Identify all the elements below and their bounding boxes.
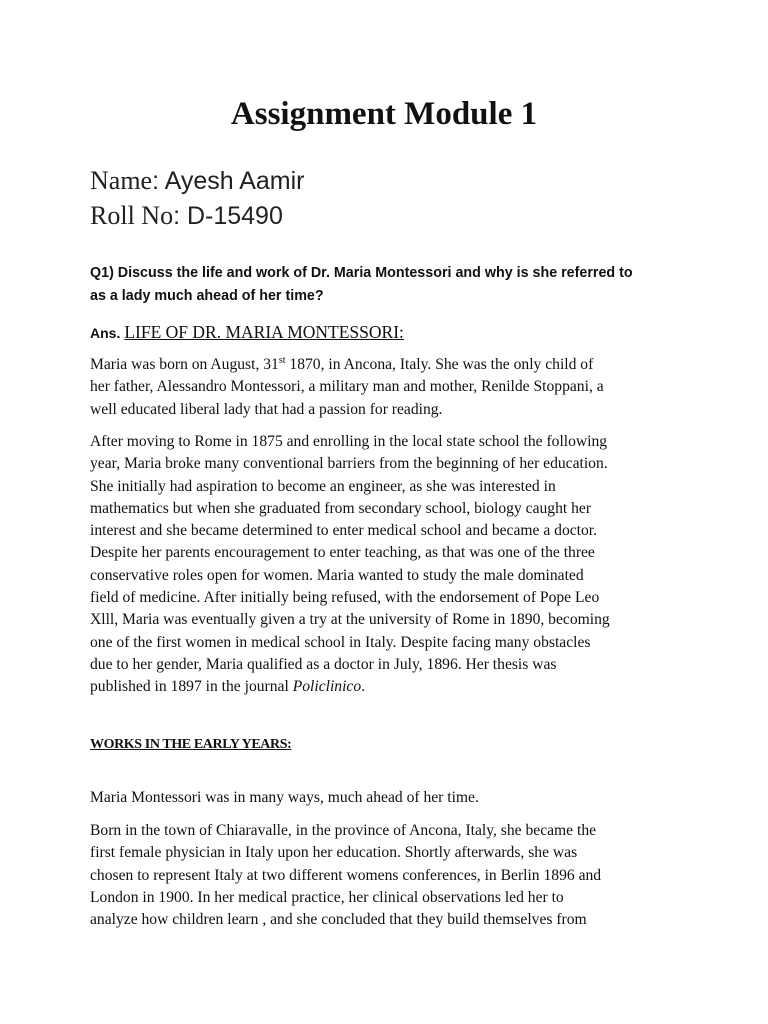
paragraph-intro-works	[90, 787, 690, 809]
paragraph-line: Born in the town of Chiaravalle, in the province of Ancona, Italy, she became the	[90, 822, 597, 839]
question-line: as a lady much ahead of her time?	[90, 288, 324, 304]
section-heading-works: WORKS IN THE EARLY YEARS:	[90, 737, 292, 752]
paragraph-line: first female physician in Italy upon her education. Shortly afterwards, she was	[90, 844, 578, 862]
section-heading-life: LIFE OF DR. MARIA MONTESSORI:	[124, 322, 404, 342]
name-label: Name	[90, 166, 153, 195]
ordinal-suffix: st	[278, 355, 286, 366]
paragraph-line: London in 1900. In her medical practice, her clinical observations led her to	[90, 888, 564, 906]
text-run: .	[361, 678, 366, 696]
roll-value: : D-15490	[173, 202, 283, 230]
student-name	[90, 166, 305, 196]
paragraph-line: Despite her parents encouragement to enter teaching, as that was one of the three	[90, 544, 595, 562]
paragraph-early-career	[90, 820, 690, 931]
document-title: Assignment Module 1	[230, 96, 538, 132]
paragraph-line: Maria Montessori was in many ways, much ahead of her time.	[90, 789, 479, 806]
paragraph-education	[90, 431, 690, 699]
text-run: 1870, in Ancona, Italy. She was the only child of	[285, 356, 594, 373]
name-value: : Ayesh Aamir	[152, 167, 305, 195]
paragraph-line: She initially had aspiration to become an engineer, as she was interested in	[90, 477, 556, 495]
paragraph-line: After moving to Rome in 1875 and enrolling in the local state school the following	[90, 433, 608, 450]
text-run: published in 1897 in the journal	[90, 678, 293, 696]
question-line: Q1) Discuss the life and work of Dr. Maria Montessori and why is she referred to	[90, 265, 633, 281]
paragraph-line: conservative roles open for women. Maria wanted to study the male dominated	[90, 566, 584, 584]
roll-label: Roll No	[90, 201, 174, 230]
paragraph-line	[90, 676, 690, 698]
paragraph-line: Xlll, Maria was eventually given a try at the university of Rome in 1890, becoming	[90, 611, 610, 629]
text-run: Maria was born on August, 31	[90, 356, 279, 373]
question-1	[90, 262, 690, 308]
answer-heading-row	[90, 322, 404, 343]
paragraph-line	[90, 354, 690, 376]
answer-prefix: Ans.	[90, 325, 121, 341]
paragraph-line: due to her gender, Maria qualified as a doctor in July, 1896. Her thesis was	[90, 655, 557, 673]
paragraph-line: her father, Alessandro Montessori, a military man and mother, Renilde Stoppani, a	[90, 378, 604, 396]
paragraph-line: field of medicine. After initially being refused, with the endorsement of Pope Leo	[90, 589, 600, 607]
paragraph-birth	[90, 354, 690, 421]
paragraph-line: chosen to represent Italy at two different womens conferences, in Berlin 1896 and	[90, 866, 602, 884]
paragraph-line: analyze how children learn , and she concluded that they build themselves from	[90, 911, 587, 929]
paragraph-line: one of the first women in medical school in Italy. Despite facing many obstacles	[90, 633, 591, 651]
journal-title: Policlinico	[292, 678, 362, 696]
roll-number	[90, 201, 283, 231]
paragraph-line: year, Maria broke many conventional barriers from the beginning of her education.	[90, 455, 608, 473]
paragraph-line: mathematics but when she graduated from secondary school, biology caught her	[90, 499, 592, 517]
paragraph-line: interest and she became determined to enter medical school and became a doctor.	[90, 522, 598, 540]
paragraph-line: well educated liberal lady that had a passion for reading.	[90, 400, 443, 418]
